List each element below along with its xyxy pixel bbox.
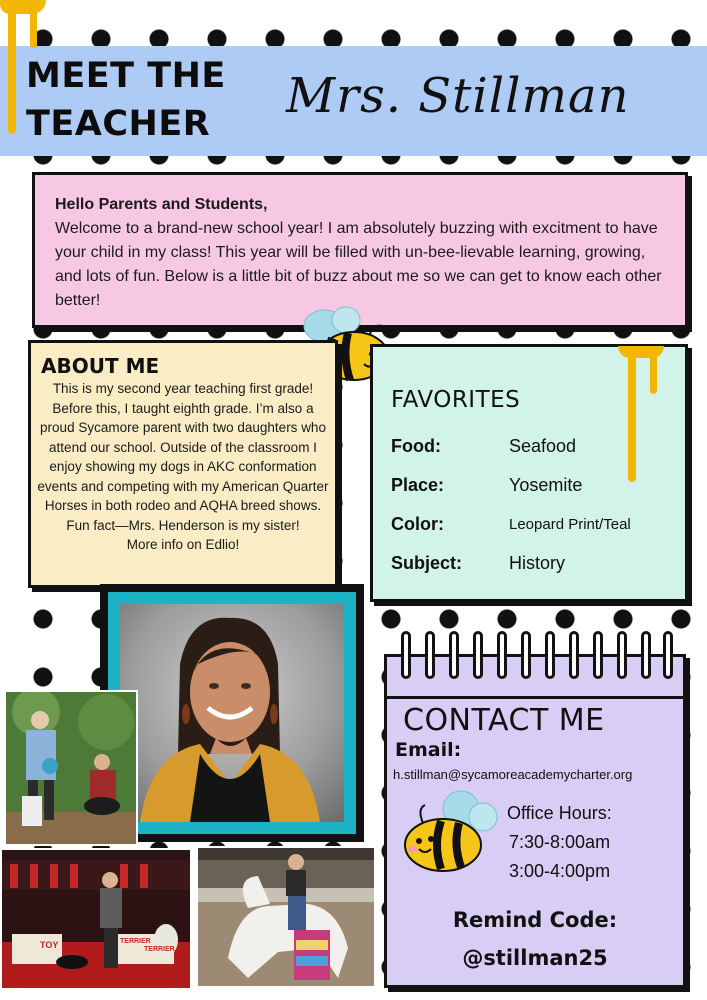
- notebook-ring-icon: [521, 631, 531, 679]
- dog-show-photo: [4, 690, 138, 846]
- favorite-row: [391, 505, 665, 544]
- about-text: This is my second year teaching first grade! Before this, I taught eighth grade. I’m also a proud Sycamore parent with two daughters who attend our school. Outside of the classroom I enjoy showing my dogs in AKC conformation events and competing with my American Quarter Horses in both rodeo and AQHA breed shows. Fun fact—Mrs. Henderson is my sister!: [37, 381, 329, 533]
- office-hours: [507, 799, 612, 886]
- title-line-2: TEACHER: [26, 104, 211, 144]
- notebook-ring-icon: [569, 631, 579, 679]
- welcome-greeting: Hello Parents and Students,: [55, 196, 268, 213]
- favorites-box: [370, 344, 688, 602]
- favorite-value: Leopard Print/Teal: [509, 516, 631, 533]
- teacher-name: Mrs. Stillman: [286, 68, 630, 124]
- banner-text: TERRIER: [120, 938, 151, 945]
- page-title: [26, 52, 256, 148]
- notebook-ring-icon: [545, 631, 555, 679]
- welcome-message: Welcome to a brand-new school year! I am absolutely buzzing with excitment to have your child in my class! This year will be filled with un-bee-lievable learning, growing, and lots of fun. Below is a little bit of buzz about me so we can get to know each other better!: [55, 220, 662, 309]
- favorite-label: Subject:: [391, 553, 463, 573]
- notebook-ring-icon: [641, 631, 651, 679]
- favorite-label: Color:: [391, 514, 444, 534]
- favorite-label: Food:: [391, 436, 441, 456]
- banner-text: TOY: [40, 940, 59, 950]
- notebook-ring-icon: [497, 631, 507, 679]
- favorite-row: [391, 427, 665, 466]
- email-link[interactable]: h.stillman@sycamoreacademycharter.org: [393, 767, 633, 782]
- contact-title: CONTACT ME: [403, 703, 605, 738]
- about-title: ABOUT ME: [41, 354, 160, 378]
- honey-drip-icon: [30, 0, 37, 48]
- notebook-ring-icon: [663, 631, 673, 679]
- title-line-1: MEET THE: [26, 56, 226, 96]
- favorite-value: History: [509, 553, 566, 573]
- favorites-title: FAVORITES: [391, 387, 521, 413]
- honey-drip-icon: [618, 346, 664, 358]
- bee-icon: [397, 787, 501, 877]
- notebook-ring-icon: [449, 631, 459, 679]
- remind-section: [387, 901, 683, 977]
- teacher-portrait: [120, 604, 344, 822]
- favorite-row: [391, 466, 665, 505]
- office-hours-label: Office Hours:: [507, 803, 612, 823]
- email-label: Email:: [395, 739, 462, 761]
- favorite-row: [391, 544, 665, 583]
- contact-box: [384, 654, 686, 988]
- about-body: [35, 379, 331, 555]
- notebook-ring-icon: [593, 631, 603, 679]
- notebook-ring-icon: [401, 631, 411, 679]
- honey-drip-icon: [8, 0, 16, 134]
- favorite-value: Seafood: [509, 436, 577, 456]
- dog-arena-photo: [0, 848, 192, 990]
- about-me-box: [28, 340, 338, 588]
- remind-code[interactable]: @stillman25: [462, 946, 608, 970]
- about-more-info: More info on Edlio!: [126, 537, 240, 552]
- honey-drip-icon: [628, 350, 636, 482]
- office-hours-slot: 3:00-4:00pm: [509, 861, 611, 881]
- teacher-photo-frame: [100, 584, 364, 842]
- notebook-binding: [387, 657, 683, 699]
- banner-text: TERRIER: [144, 946, 175, 953]
- remind-label: Remind Code:: [452, 908, 618, 932]
- honey-drip-top-icon: [0, 0, 46, 14]
- notebook-ring-icon: [425, 631, 435, 679]
- honey-drip-icon: [650, 350, 657, 394]
- office-hours-slot: 7:30-8:00am: [509, 832, 611, 852]
- rodeo-photo: [196, 846, 376, 988]
- notebook-ring-icon: [473, 631, 483, 679]
- favorite-value: Yosemite: [509, 475, 583, 495]
- notebook-ring-icon: [617, 631, 627, 679]
- favorite-label: Place:: [391, 475, 445, 495]
